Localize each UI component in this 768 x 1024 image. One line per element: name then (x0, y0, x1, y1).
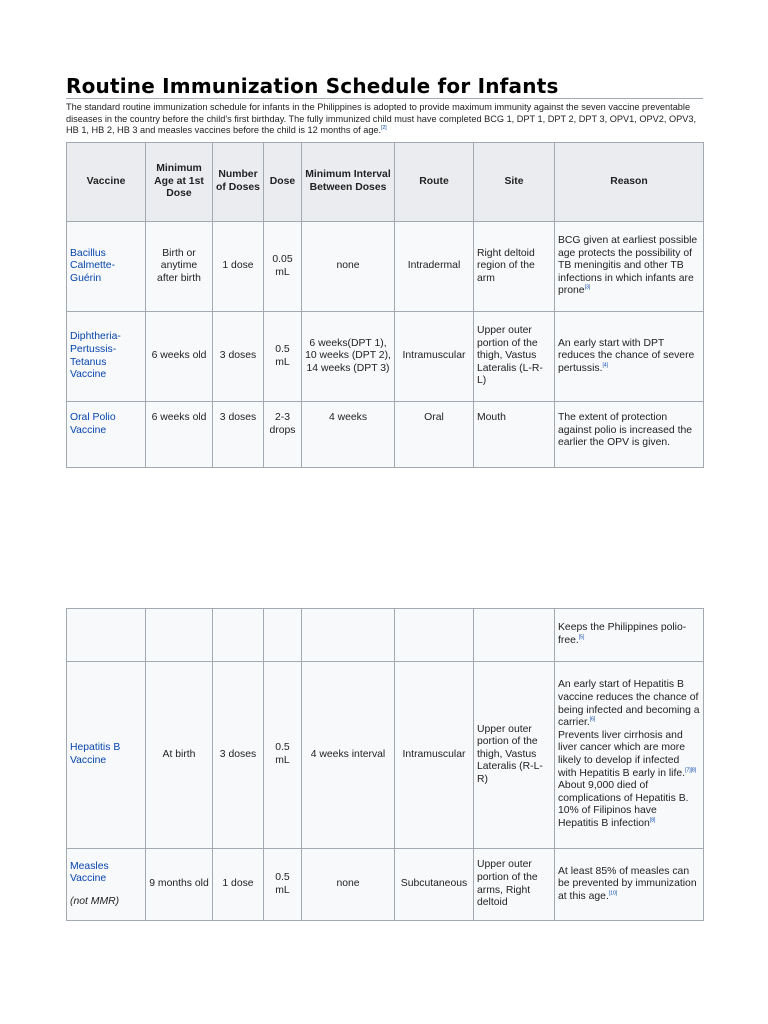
cell-route: Intradermal (395, 222, 474, 312)
reason-text: Keeps the Philippines polio-free. (558, 622, 687, 646)
cell-reason (555, 222, 704, 312)
vaccine-link-opv[interactable]: Oral Polio Vaccine (70, 412, 116, 436)
reason-paragraph (558, 780, 700, 830)
col-header-dose: Dose (264, 143, 302, 222)
empty-cell (213, 609, 264, 662)
empty-cell (146, 609, 213, 662)
reason-ref[interactable]: [5] (578, 634, 585, 641)
cell-site: Upper outer portion of the thigh, Vastus Lateralis (L-R-L) (474, 312, 555, 402)
cell-route: Intramuscular (395, 312, 474, 402)
col-header-min-interval: Minimum Interval Between Doses (302, 143, 395, 222)
reason-paragraph (558, 730, 700, 780)
reason-text: At least 85% of measles can be prevented by immunization at this age. (558, 865, 697, 902)
table-row-hepb (67, 662, 704, 849)
cell-dose: 0.5 mL (264, 849, 302, 921)
col-header-route: Route (395, 143, 474, 222)
cell-reason: The extent of protection against polio is increased the earlier the OPV is given. (555, 402, 704, 468)
reason-paragraph (558, 679, 700, 729)
cell-min-age: 9 months old (146, 849, 213, 921)
cell-route: Intramuscular (395, 662, 474, 849)
cell-dose: 0.5 mL (264, 312, 302, 402)
cell-dose: 2-3 drops (264, 402, 302, 468)
empty-cell (474, 609, 555, 662)
cell-interval: 6 weeks(DPT 1), 10 weeks (DPT 2), 14 weeks (DPT 3) (302, 312, 395, 402)
cell-min-age: 6 weeks old (146, 312, 213, 402)
immunization-table (66, 142, 704, 468)
table-row-dpt (67, 312, 704, 402)
vaccine-note: (not MMR) (70, 895, 120, 907)
reason-text: An early start with DPT reduces the chance of severe pertussis. (558, 337, 695, 374)
cell-num-doses: 3 doses (213, 312, 264, 402)
vaccine-link-bcg[interactable]: Bacillus Calmette-Guérin (70, 247, 116, 284)
cell-min-age: At birth (146, 662, 213, 849)
table-row-bcg (67, 222, 704, 312)
reason-ref[interactable]: [7][8] (685, 767, 697, 774)
cell-num-doses: 3 doses (213, 402, 264, 468)
cell-num-doses: 1 dose (213, 222, 264, 312)
cell-interval: 4 weeks interval (302, 662, 395, 849)
immunization-table-continued (66, 608, 704, 921)
table-row-opv (67, 402, 704, 468)
title-divider (66, 98, 703, 99)
cell-dose: 0.05 mL (264, 222, 302, 312)
cell-route: Oral (395, 402, 474, 468)
reason-ref[interactable]: [6] (589, 716, 596, 723)
cell-reason (555, 849, 704, 921)
reason-text: About 9,000 died of complications of Hepatitis B. 10% of Filipinos have Hepatitis B infection (558, 780, 689, 829)
col-header-num-doses: Number of Doses (213, 143, 264, 222)
reason-text: Prevents liver cirrhosis and liver cancer which are more likely to develop if infected with Hepatitis B early in life. (558, 729, 686, 779)
intro-paragraph (66, 102, 706, 137)
cell-min-age: Birth or anytime after birth (146, 222, 213, 312)
cell-interval: 4 weeks (302, 402, 395, 468)
reason-text: BCG given at earliest possible age protects the possibility of TB meningitis and other TB infections in which infants are prone (558, 235, 698, 297)
cell-reason (555, 312, 704, 402)
reason-ref[interactable]: [8] (649, 817, 656, 824)
reason-ref[interactable]: [3] (584, 284, 591, 291)
empty-cell (302, 609, 395, 662)
empty-cell (264, 609, 302, 662)
cell-interval: none (302, 222, 395, 312)
reason-ref[interactable]: [10] (608, 890, 618, 897)
intro-text: The standard routine immunization schedule for infants in the Philippines is adopted to provide maximum immunity against the seven vaccine preventable diseases in the country before the child's first birthday. The fully immunized child must have completed BCG 1, DPT 1, DPT 2, DPT 3, OPV1, OPV2, OPV3, HB 1, HB 2, HB 3 and measles vaccines before the child is 12 months of age. (66, 102, 697, 135)
cell-min-age: 6 weeks old (146, 402, 213, 468)
empty-cell (67, 609, 146, 662)
cell-route: Subcutaneous (395, 849, 474, 921)
col-header-vaccine: Vaccine (67, 143, 146, 222)
col-header-site: Site (474, 143, 555, 222)
cell-reason (555, 662, 704, 849)
cell-reason (555, 609, 704, 662)
cell-site: Right deltoid region of the arm (474, 222, 555, 312)
table-row-opv-continued (67, 609, 704, 662)
cell-dose: 0.5 mL (264, 662, 302, 849)
cell-num-doses: 1 dose (213, 849, 264, 921)
vaccine-link-measles[interactable]: Measles Vaccine (70, 860, 109, 885)
header-row (67, 143, 704, 222)
col-header-reason: Reason (555, 143, 704, 222)
col-header-min-age: Minimum Age at 1st Dose (146, 143, 213, 222)
cell-site: Mouth (474, 402, 555, 468)
reason-ref[interactable]: [4] (602, 362, 609, 369)
vaccine-link-dpt[interactable]: Diphtheria-Pertussis-Tetanus Vaccine (70, 331, 121, 381)
cell-site: Upper outer portion of the thigh, Vastus Lateralis (R-L-R) (474, 662, 555, 849)
reason-text: An early start of Hepatitis B vaccine reduces the chance of being infected and becoming a carrier. (558, 679, 700, 729)
intro-ref[interactable]: [2] (381, 124, 387, 131)
table-row-measles (67, 849, 704, 921)
cell-interval: none (302, 849, 395, 921)
cell-site: Upper outer portion of the arms, Right deltoid (474, 849, 555, 921)
cell-num-doses: 3 doses (213, 662, 264, 849)
empty-cell (395, 609, 474, 662)
page-title: Routine Immunization Schedule for Infants (66, 74, 559, 98)
vaccine-link-hepb[interactable]: Hepatitis B Vaccine (70, 742, 121, 766)
